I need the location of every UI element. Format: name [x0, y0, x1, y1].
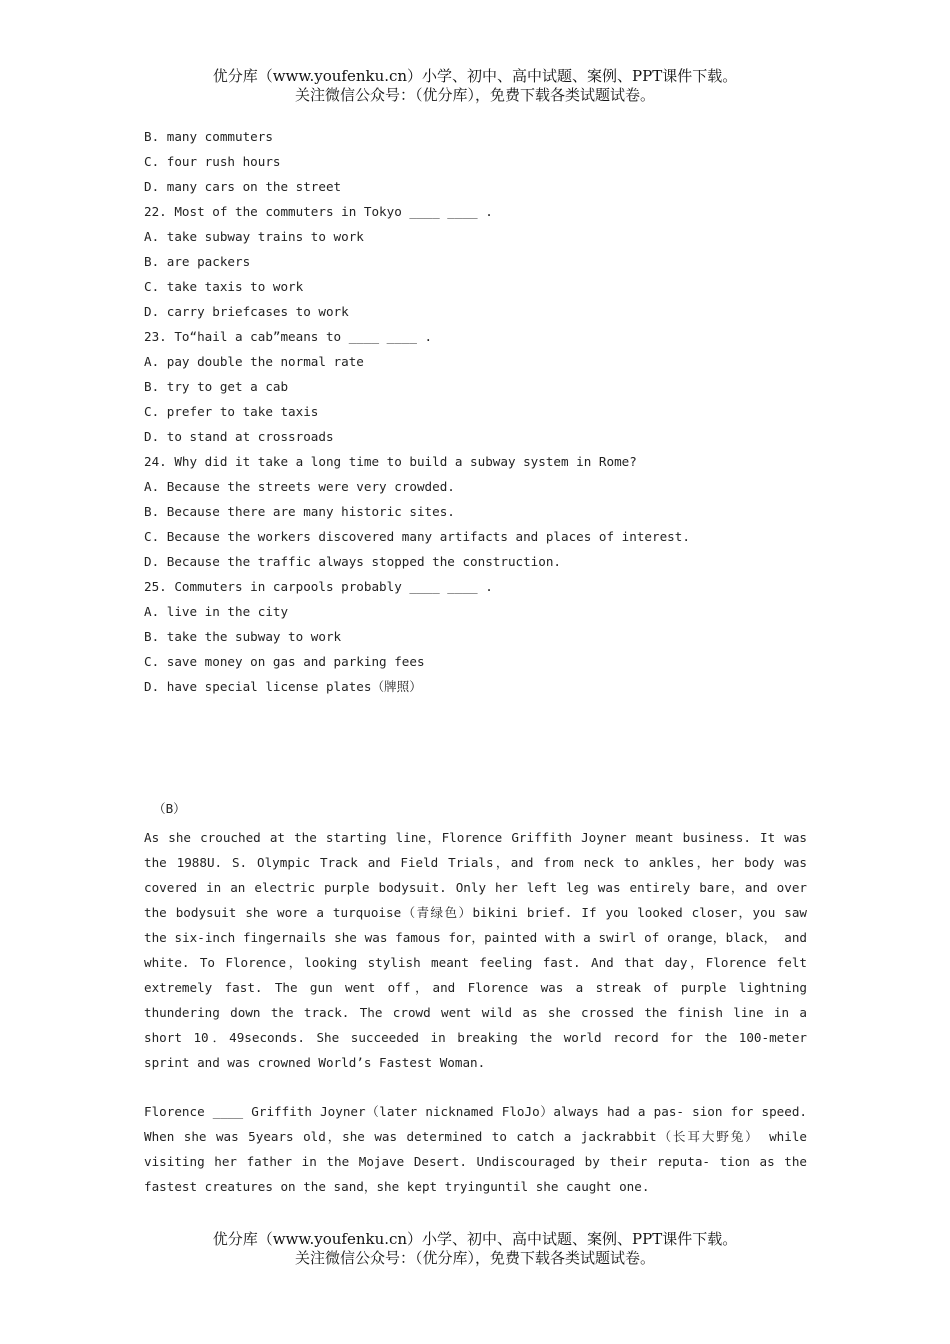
option-line: C. Because the workers discovered many artifacts and places of interest.: [144, 529, 690, 544]
page-footer: [0, 1230, 950, 1268]
option-line: C. save money on gas and parking fees: [144, 654, 425, 669]
option-line: D. Because the traffic always stopped the construction.: [144, 554, 562, 569]
option-line: D. to stand at crossroads: [144, 429, 334, 444]
footer-line-1: 优分库（www.youfenku.cn）小学、初中、高中试题、案例、PPT课件下载。: [212, 1230, 738, 1248]
section-label: （B）: [153, 801, 186, 816]
header-line-2: 关注微信公众号：（优分库），免费下载各类试题试卷。: [294, 86, 655, 104]
option-line: B. take the subway to work: [144, 629, 342, 644]
option-line: D. have special license plates（牌照）: [144, 679, 422, 694]
option-line: B. try to get a cab: [144, 379, 289, 394]
option-line: A. take subway trains to work: [144, 229, 364, 244]
option-line: C. four rush hours: [144, 154, 281, 169]
option-line: D. carry briefcases to work: [144, 304, 349, 319]
option-line: C. prefer to take taxis: [144, 404, 319, 419]
option-line: B. many commuters: [144, 129, 273, 144]
footer-line-2: 关注微信公众号：（优分库），免费下载各类试题试卷。: [294, 1249, 655, 1267]
option-line: A. live in the city: [144, 604, 289, 619]
option-line: C. take taxis to work: [144, 279, 304, 294]
question-22: 22. Most of the commuters in Tokyo ____ ____ .: [144, 204, 493, 219]
question-24: 24. Why did it take a long time to build a subway system in Rome?: [144, 454, 637, 469]
page-header: [0, 67, 950, 105]
passage-paragraph-1: As she crouched at the starting line，Florence Griffith Joyner meant business. It was the 1988U. S. Olympic Track and Field Trials，and from neck to ankles，her body was covered in an electric purple bodysuit. Only her left leg was entirely bare，and over the bodysuit she wore a turquoise（青绿色）bikini brief. If you looked closer，you saw the six-inch fingernails she was famous for，painted with a swirl of orange，black， and white. To Florence，looking stylish meant feeling fast. And that day，Florence felt extremely fast. The gun went off，and Florence was a streak of purple lightning thundering down the track. The crowd went wild as she crossed the finish line in a short 10．49seconds. She succeeded in breaking the world record for the 100-meter sprint and was crowned World’s Fastest Woman.: [144, 830, 807, 1070]
question-23: 23. To“hail a cab”means to ____ ____ .: [144, 329, 433, 344]
header-line-1: 优分库（www.youfenku.cn）小学、初中、高中试题、案例、PPT课件下载。: [212, 67, 738, 85]
option-line: A. pay double the normal rate: [144, 354, 364, 369]
question-list: [144, 128, 807, 703]
passage-paragraph-2: Florence ____ Griffith Joyner（later nicknamed FloJo）always had a pas- sion for speed. When she was 5years old，she was determined to catch a jackrabbit（长耳大野兔） while visiting her father in the Mojave Desert. Undiscouraged by their reputa- tion as the fastest creatures on the sand，she kept tryinguntil she caught one.: [144, 1104, 807, 1194]
reading-section-b: [144, 800, 807, 1199]
option-line: D. many cars on the street: [144, 179, 342, 194]
question-25: 25. Commuters in carpools probably ____ ____ .: [144, 579, 493, 594]
option-line: B. are packers: [144, 254, 251, 269]
option-line: B. Because there are many historic sites.: [144, 504, 455, 519]
option-line: A. Because the streets were very crowded.: [144, 479, 455, 494]
